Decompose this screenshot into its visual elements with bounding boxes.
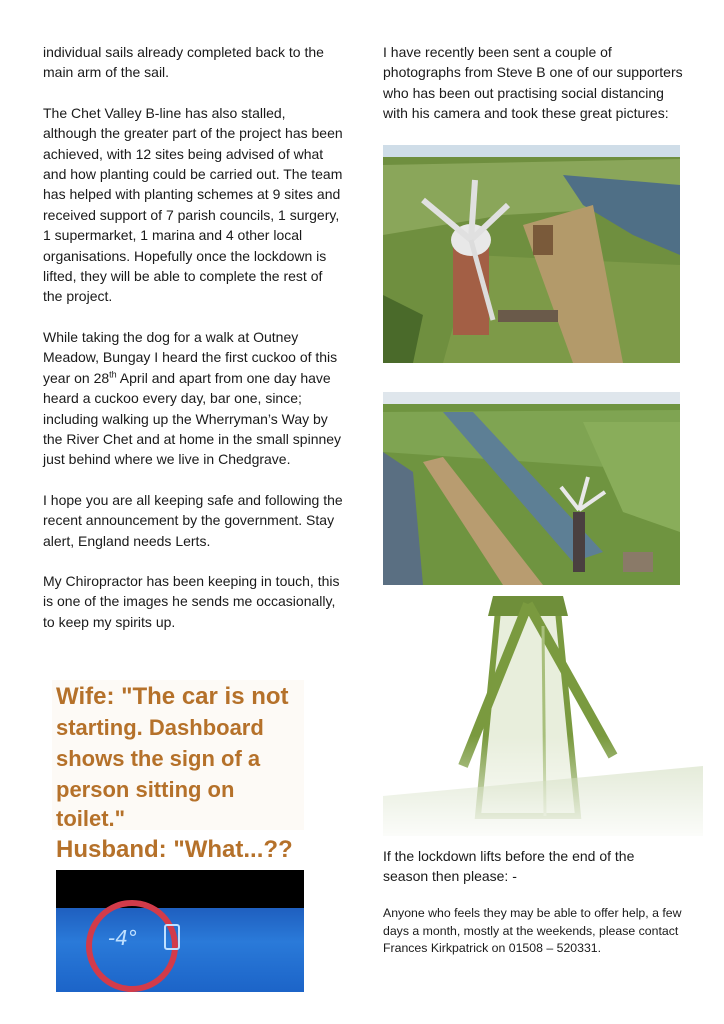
left-column — [43, 42, 343, 652]
joke-line: starting. Dashboard — [56, 715, 264, 740]
cuckoo-text-start: While taking the dog for a walk at Outney Meadow, Bungay I heard the first cuckoo of this year on 28 — [43, 328, 338, 386]
windmill-sketch-image — [383, 586, 703, 836]
paragraph-stay-safe: I hope you are all keeping safe and following the recent announcement by the government. Stay alert, England needs Lerts. — [43, 491, 343, 549]
ordinal-suffix: th — [109, 369, 117, 380]
windmill-sketch-graphic — [383, 586, 703, 836]
joke-image-text — [52, 680, 304, 863]
temperature-reading: -4° — [108, 926, 138, 950]
paragraph-cuckoo — [43, 327, 343, 470]
cuckoo-text-end: April and apart from one day have heard a cuckoo every day, bar one, since; including walking up the Wherryman’s Way by the River Chet and at home in the small spinney just behind where we live in Chedgrave. — [43, 369, 342, 468]
joke-line: shows the sign of a — [56, 746, 261, 771]
joke-line: person sitting on toilet." — [56, 777, 235, 831]
volunteer-help-text: Anyone who feels they may be able to offer help, a few days a month, mostly at the weekends, please contact Frances Kirkpatrick on 01508 – 520331. — [383, 906, 682, 956]
display-icon — [164, 924, 180, 950]
paragraph-sails: individual sails already completed back to the main arm of the sail. — [43, 44, 324, 81]
lockdown-caption: If the lockdown lifts before the end of the season then please: - — [383, 848, 635, 885]
joke-line: Husband: "What...?? — [56, 836, 293, 863]
dashboard-photo — [56, 870, 304, 992]
paragraph-photos-intro: I have recently been sent a couple of photographs from Steve B one of our supporters who has been out practising social distancing with his camera and took these great pictures: — [383, 44, 683, 122]
paragraph-chiropractor: My Chiropractor has been keeping in touch, this is one of the images he sends me occasionally, to keep my spirits up. — [43, 572, 340, 630]
windmill-aerial-photo-2 — [383, 392, 680, 585]
paragraph-bline: The Chet Valley B-line has also stalled, although the greater part of the project has been achieved, with 12 sites being advised of what and how planting could be carried out. The team has helped with planting schemes at 9 sites and received support of 7 parish councils, 1 surgery, 1 supermarket, 1 marina and 4 other local organisations. Hopefully once the lockdown is lifted, they will be able to complete the rest of the project. — [43, 104, 343, 305]
windmill-aerial-photo-1-graphic — [383, 145, 680, 363]
windmill-aerial-photo-2-graphic — [383, 392, 680, 585]
windmill-aerial-photo-1 — [383, 145, 680, 363]
joke-line: Wife: "The car is not — [56, 683, 289, 710]
right-column — [383, 42, 683, 144]
